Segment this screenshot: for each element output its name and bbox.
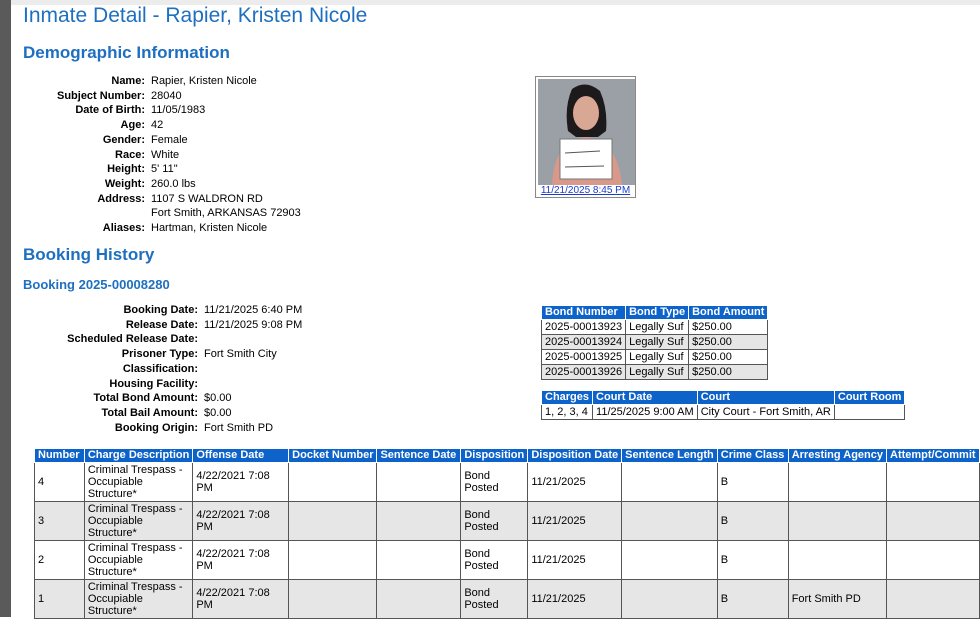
booking-label: Classification: <box>122 362 198 375</box>
charge-cell <box>887 580 980 619</box>
charge-cell: Criminal Trespass - Occupiable Structure* <box>84 580 192 619</box>
charge-cell: Bond Posted <box>461 463 528 502</box>
charge-cell: B <box>717 502 788 541</box>
demo-label: Age: <box>120 119 145 132</box>
booking-row-prisoner-type <box>0 347 302 362</box>
charge-cell: Bond Posted <box>461 502 528 541</box>
court-table <box>541 390 905 420</box>
demo-value: 5' 11" <box>151 163 178 176</box>
charge-cell: B <box>717 580 788 619</box>
charge-row <box>35 580 980 619</box>
booking-label: Total Bond Amount: <box>93 392 198 405</box>
page-title: Inmate Detail - Rapier, Kristen Nicole <box>23 4 368 27</box>
charges-col-header: Offense Date <box>193 449 289 463</box>
charge-cell: 4/22/2021 7:08 PM <box>193 463 289 502</box>
charge-cell <box>622 541 718 580</box>
bond-cell: Legally Suf <box>626 320 689 335</box>
charges-col-header: Sentence Date <box>377 449 461 463</box>
demo-row-address <box>0 192 301 221</box>
charge-cell <box>377 541 461 580</box>
booking-value: Fort Smith City <box>204 348 277 361</box>
bond-header-row <box>542 306 768 320</box>
bond-cell: $250.00 <box>689 350 768 365</box>
charge-cell <box>289 541 377 580</box>
bond-cell: $250.00 <box>689 335 768 350</box>
charge-cell: 4/22/2021 7:08 PM <box>193 502 289 541</box>
charge-cell: 11/21/2025 <box>528 463 622 502</box>
charge-cell: Bond Posted <box>461 580 528 619</box>
charge-cell <box>887 502 980 541</box>
demo-value: 28040 <box>151 89 182 102</box>
bond-row <box>542 350 768 365</box>
demo-row-weight <box>0 177 301 192</box>
demo-row-dob <box>0 103 301 118</box>
bond-cell: 2025-00013924 <box>542 335 626 350</box>
charges-col-header: Sentence Length <box>622 449 718 463</box>
charges-table <box>34 448 980 619</box>
charge-cell: B <box>717 463 788 502</box>
booking-value: $0.00 <box>204 406 232 419</box>
mugshot-image <box>538 79 635 185</box>
demo-label: Subject Number: <box>56 89 145 102</box>
charge-cell: Criminal Trespass - Occupiable Structure* <box>84 502 192 541</box>
demo-row-age <box>0 118 301 133</box>
bond-col-header: Bond Amount <box>689 306 768 320</box>
bond-cell: 2025-00013923 <box>542 320 626 335</box>
charge-row <box>35 463 980 502</box>
charge-cell: 11/21/2025 <box>528 502 622 541</box>
charge-cell: Criminal Trespass - Occupiable Structure* <box>84 463 192 502</box>
charge-cell <box>887 463 980 502</box>
charge-cell: 11/21/2025 <box>528 541 622 580</box>
booking-history-heading: Booking History <box>23 245 155 264</box>
charge-cell <box>622 580 718 619</box>
court-row <box>542 405 905 420</box>
charge-cell: B <box>717 541 788 580</box>
booking-heading: Booking 2025-00008280 <box>23 277 170 292</box>
charge-cell <box>887 541 980 580</box>
booking-row-scheduled-release <box>0 332 302 347</box>
charge-row <box>35 502 980 541</box>
charge-cell: 4 <box>35 463 85 502</box>
court-cell: 1, 2, 3, 4 <box>542 405 593 420</box>
charges-col-header: Docket Number <box>289 449 377 463</box>
charges-header-row <box>35 449 980 463</box>
court-cell: City Court - Fort Smith, AR <box>697 405 834 420</box>
charge-cell: 1 <box>35 580 85 619</box>
demo-value: 260.0 lbs <box>151 177 196 190</box>
charges-col-header: Crime Class <box>717 449 788 463</box>
demographics-list <box>0 74 301 236</box>
demo-row-height <box>0 162 301 177</box>
charges-col-header: Charge Description <box>84 449 192 463</box>
booking-details-list <box>0 303 302 435</box>
charge-cell: 11/21/2025 <box>528 580 622 619</box>
court-cell <box>834 405 905 420</box>
booking-row-total-bond <box>0 391 302 406</box>
court-col-header: Charges <box>542 391 593 405</box>
charge-cell <box>289 580 377 619</box>
demo-value: 11/05/1983 <box>151 104 206 117</box>
charge-row <box>35 541 980 580</box>
booking-label: Release Date: <box>125 318 198 331</box>
charge-cell <box>377 463 461 502</box>
charge-cell <box>289 463 377 502</box>
charges-col-header: Attempt/Commit <box>887 449 980 463</box>
demo-row-name <box>0 74 301 89</box>
court-cell: 11/25/2025 9:00 AM <box>593 405 698 420</box>
demo-value: Hartman, Kristen Nicole <box>151 222 268 235</box>
booking-row-total-bail <box>0 406 302 421</box>
bond-row <box>542 335 768 350</box>
booking-value: Fort Smith PD <box>204 421 274 434</box>
demo-label: Height: <box>107 163 145 176</box>
demo-label: Name: <box>111 75 145 87</box>
charge-cell: Fort Smith PD <box>788 580 886 619</box>
booking-row-date <box>0 303 302 318</box>
charges-col-header: Number <box>35 449 85 463</box>
booking-value: 11/21/2025 9:08 PM <box>204 318 303 331</box>
bond-cell: $250.00 <box>689 365 768 380</box>
address-line-1: 1107 S WALDRON RD <box>151 192 263 205</box>
demo-value: White <box>151 148 180 161</box>
charge-cell: 4/22/2021 7:08 PM <box>193 580 289 619</box>
charges-col-header: Arresting Agency <box>788 449 886 463</box>
charges-col-header: Disposition <box>461 449 528 463</box>
charge-cell <box>622 502 718 541</box>
demo-row-race <box>0 148 301 163</box>
bond-cell: Legally Suf <box>626 350 689 365</box>
booking-label: Prisoner Type: <box>121 348 198 361</box>
demo-value <box>151 192 301 221</box>
demographics-heading: Demographic Information <box>23 43 230 62</box>
court-header-row <box>542 391 905 405</box>
charge-cell <box>289 502 377 541</box>
charge-cell: Bond Posted <box>461 541 528 580</box>
booking-label: Total Bail Amount: <box>101 406 198 419</box>
demo-label: Gender: <box>102 133 145 146</box>
demo-value: Female <box>151 133 188 146</box>
booking-row-origin <box>0 421 302 436</box>
court-col-header: Court Room <box>834 391 905 405</box>
booking-row-housing <box>0 377 302 392</box>
address-line-2: Fort Smith, ARKANSAS 72903 <box>151 207 301 220</box>
charge-cell <box>788 463 886 502</box>
court-col-header: Court <box>697 391 834 405</box>
bond-cell: 2025-00013926 <box>542 365 626 380</box>
booking-label: Scheduled Release Date: <box>67 333 198 346</box>
charge-cell <box>377 502 461 541</box>
charge-cell: 2 <box>35 541 85 580</box>
bond-table <box>541 305 768 380</box>
bond-cell: Legally Suf <box>626 335 689 350</box>
demo-row-subject-number <box>0 89 301 104</box>
bond-row <box>542 320 768 335</box>
demo-label: Aliases: <box>102 222 145 235</box>
bond-cell: 2025-00013925 <box>542 350 626 365</box>
photo-date-link[interactable]: 11/21/2025 8:45 PM <box>540 185 631 196</box>
bond-cell: Legally Suf <box>626 365 689 380</box>
booking-label: Housing Facility: <box>109 377 198 390</box>
bond-col-header: Bond Type <box>626 306 689 320</box>
demo-row-aliases <box>0 221 301 236</box>
booking-label: Booking Date: <box>123 304 198 316</box>
booking-label: Booking Origin: <box>114 421 198 434</box>
demo-label: Race: <box>115 148 145 161</box>
demo-label: Weight: <box>104 177 145 190</box>
charges-col-header: Disposition Date <box>528 449 622 463</box>
booking-value: $0.00 <box>204 392 232 405</box>
booking-photo[interactable] <box>535 76 636 198</box>
charge-cell <box>622 463 718 502</box>
demo-label: Date of Birth: <box>75 104 145 117</box>
bond-cell: $250.00 <box>689 320 768 335</box>
court-col-header: Court Date <box>593 391 698 405</box>
charge-cell: Criminal Trespass - Occupiable Structure* <box>84 541 192 580</box>
charge-cell <box>377 580 461 619</box>
charge-cell <box>788 502 886 541</box>
charge-cell: 3 <box>35 502 85 541</box>
bond-row <box>542 365 768 380</box>
demo-row-gender <box>0 133 301 148</box>
demo-label: Address: <box>97 192 145 205</box>
demo-value: 42 <box>151 119 164 132</box>
booking-value: 11/21/2025 6:40 PM <box>204 304 303 316</box>
booking-row-release-date <box>0 318 302 333</box>
charge-cell <box>788 541 886 580</box>
charge-cell: 4/22/2021 7:08 PM <box>193 541 289 580</box>
booking-row-classification <box>0 362 302 377</box>
demo-value: Rapier, Kristen Nicole <box>151 75 257 87</box>
bond-col-header: Bond Number <box>542 306 626 320</box>
